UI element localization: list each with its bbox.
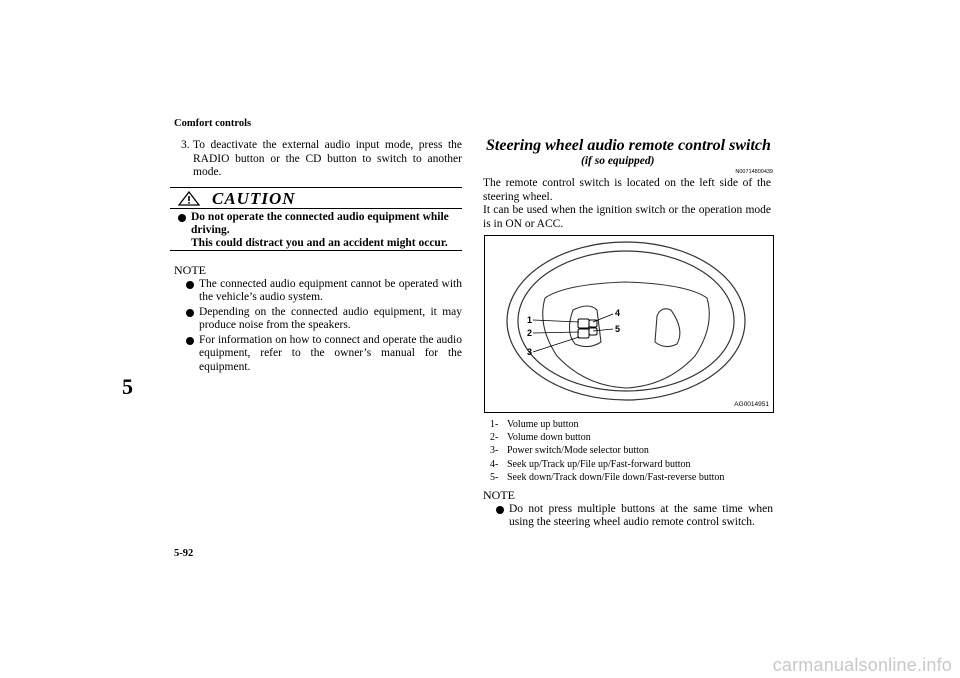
- note-right: [483, 489, 773, 530]
- step-text: To deactivate the external audio input mode, press the RADIO button or the CD button to switch to another mode.: [193, 139, 462, 178]
- legend-text: Seek up/Track up/File up/Fast-forward button: [507, 458, 691, 470]
- note-item-text: The connected audio equipment cannot be operated with the vehicle’s audio system.: [199, 277, 462, 303]
- legend-item: [490, 431, 780, 444]
- legend-number: 1-: [490, 419, 499, 430]
- legend-number: 2-: [490, 432, 499, 444]
- callout-5: 5: [615, 324, 621, 334]
- bullet-icon: [186, 337, 194, 345]
- note-item-text: For information on how to connect and operate the audio equipment, refer to the owner’s manual for the equipment.: [199, 333, 462, 373]
- callout-2: 2: [527, 328, 533, 338]
- bullet-icon: [186, 309, 194, 317]
- chapter-tab: 5: [122, 374, 133, 399]
- step-number: 3.: [181, 139, 190, 151]
- note-label: NOTE: [483, 488, 515, 502]
- watermark: carmanualsonline.info: [772, 655, 952, 675]
- note-item: [492, 503, 773, 530]
- note-item: [182, 278, 462, 305]
- legend-number: 4-: [490, 458, 499, 470]
- caution-box: [170, 187, 462, 251]
- section-subtitle: (if so equipped): [581, 155, 655, 167]
- legend-item: [490, 418, 780, 431]
- legend-text: Volume up button: [507, 419, 579, 430]
- legend-item: [490, 471, 780, 484]
- caution-text: [174, 211, 475, 250]
- document-code: N00714800439: [735, 169, 773, 175]
- bullet-icon: [186, 281, 194, 289]
- callout-3: 3: [527, 347, 533, 357]
- warning-triangle-icon: [178, 191, 200, 206]
- legend-text: Volume down button: [507, 432, 591, 444]
- bullet-icon: [496, 506, 504, 514]
- note-item-text: Depending on the connected audio equipment, it may produce noise from the speakers.: [199, 305, 462, 331]
- note-item: [182, 306, 462, 333]
- caution-title: CAUTION: [212, 189, 296, 208]
- figure-code: AG0014951: [734, 401, 769, 408]
- figure-legend: [490, 418, 780, 484]
- caution-divider: [170, 208, 462, 209]
- note-left: [174, 264, 462, 375]
- section-header: Comfort controls: [174, 118, 252, 129]
- legend-item: [490, 458, 780, 471]
- note-item-text: Do not press multiple buttons at the same time when using the steering wheel audio remote control switch.: [509, 502, 773, 528]
- callout-1: 1: [527, 315, 533, 325]
- page-number: 5-92: [174, 548, 194, 559]
- note-label: NOTE: [174, 263, 206, 277]
- steering-wheel-figure: [484, 235, 774, 413]
- legend-item: [490, 444, 780, 457]
- note-item: [182, 334, 462, 375]
- caution-line-2: This could distract you and an accident might occur.: [191, 237, 448, 249]
- legend-text: Power switch/Mode selector button: [507, 445, 649, 457]
- intro-text: The remote control switch is located on the left side of the steering wheel. It can be used when the ignition switch or the operation mode is in ON or ACC.: [483, 177, 771, 230]
- legend-number: 5-: [490, 471, 499, 483]
- section-title: Steering wheel audio remote control switch: [486, 137, 771, 154]
- caution-header: [178, 188, 462, 208]
- legend-number: 3-: [490, 445, 499, 457]
- bullet-icon: [178, 214, 186, 222]
- callout-4: 4: [615, 308, 621, 318]
- legend-text: Seek down/Track down/File down/Fast-reverse button: [507, 471, 725, 483]
- caution-line-1: Do not operate the connected audio equipment while driving.: [191, 211, 449, 236]
- step-3: [174, 139, 462, 180]
